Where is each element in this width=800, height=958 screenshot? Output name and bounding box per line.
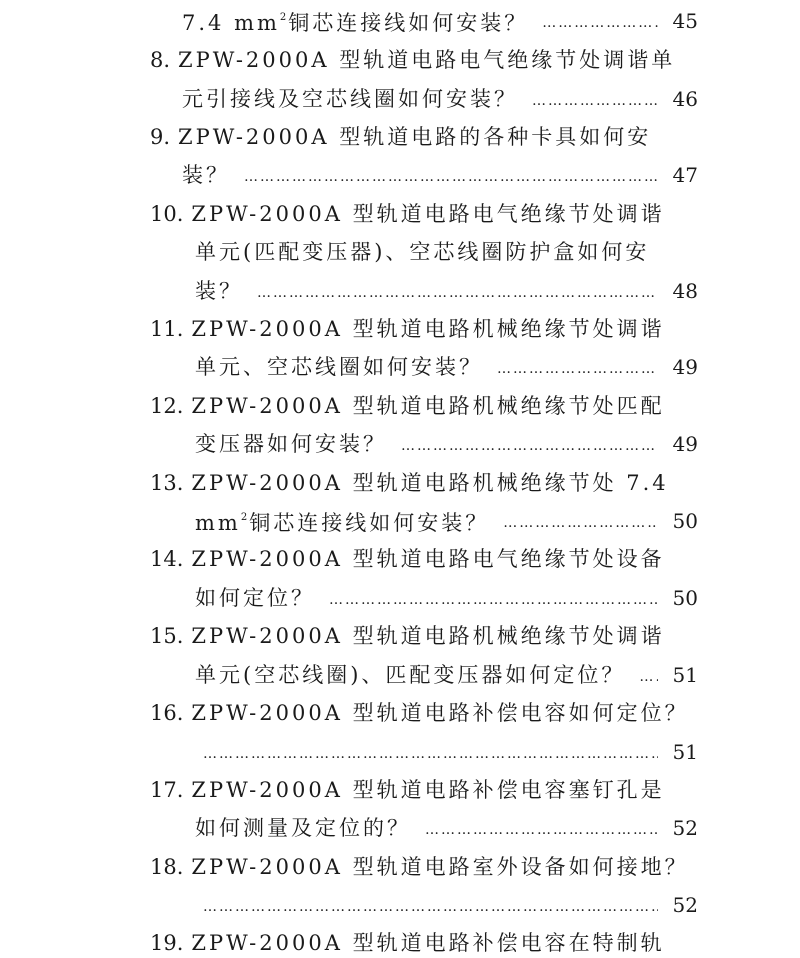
page-number: 47	[672, 163, 698, 187]
toc-entry-text: 单元、空芯线圈如何安装？	[195, 355, 483, 379]
entry-title: ZPW-2000A 型轨道电路机械绝缘节处 7.4	[191, 471, 669, 495]
entry-title: ZPW-2000A 型轨道电路补偿电容塞钉孔是	[191, 778, 665, 802]
toc-entry-15-line2	[195, 660, 698, 690]
toc-entry-text: 元引接线及空芯线圈如何安装？	[182, 87, 518, 111]
toc-entry-8-line2	[182, 84, 698, 114]
toc-entry-19-line1	[150, 928, 665, 958]
entry-number: 13.	[150, 471, 184, 495]
toc-entry-11-line1	[150, 314, 665, 344]
toc-entry-14-line1	[150, 544, 665, 574]
toc-entry-9-line1	[150, 122, 651, 152]
page-number: 51	[672, 740, 698, 764]
toc-entry-13-line1	[150, 468, 669, 498]
page-number: 52	[672, 816, 698, 840]
entry-title: ZPW-2000A 型轨道电路的各种卡具如何安	[178, 125, 652, 149]
entry-title: ZPW-2000A 型轨道电路电气绝缘节处调谐	[191, 202, 665, 226]
dot-leader	[639, 662, 658, 692]
entry-number: 15.	[150, 624, 184, 648]
toc-entry-17-line1	[150, 775, 665, 805]
toc-entry-7-line	[182, 6, 698, 36]
entry-title: ZPW-2000A 型轨道电路电气绝缘节处设备	[191, 547, 665, 571]
entry-number: 18.	[150, 855, 184, 879]
dot-leader	[425, 815, 658, 845]
entry-number: 8.	[150, 48, 171, 72]
entry-number: 10.	[150, 202, 184, 226]
toc-entry-12-line2	[195, 429, 698, 459]
dot-leader	[503, 508, 658, 538]
page-number: 48	[672, 279, 698, 303]
entry-title: ZPW-2000A 型轨道电路机械绝缘节处调谐	[191, 624, 665, 648]
entry-number: 12.	[150, 394, 184, 418]
page-number: 50	[672, 586, 698, 610]
toc-entry-10-line2	[195, 237, 649, 267]
page-number: 50	[672, 509, 698, 533]
entry-number: 11.	[150, 317, 184, 341]
toc-entry-8-line1	[150, 45, 675, 75]
toc-entry-text: 如何定位？	[195, 586, 315, 610]
entry-title: ZPW-2000A 型轨道电路室外设备如何接地？	[191, 855, 689, 879]
page-number: 49	[672, 432, 698, 456]
entry-title: ZPW-2000A 型轨道电路补偿电容在特制轨	[191, 931, 665, 955]
toc-entry-15-line1	[150, 621, 665, 651]
toc-entry-text: $mm^2$铜芯连接线如何安装？	[195, 510, 490, 535]
entry-number: 17.	[150, 778, 184, 802]
page-number: 49	[672, 355, 698, 379]
toc-entry-18-line2	[195, 890, 698, 920]
toc-entry-10-line3	[195, 276, 698, 306]
dot-leader	[203, 892, 658, 922]
entry-title: ZPW-2000A 型轨道电路补偿电容如何定位？	[191, 701, 689, 725]
toc-entry-17-line2	[195, 813, 698, 843]
entry-title: ZPW-2000A 型轨道电路机械绝缘节处匹配	[191, 394, 665, 418]
dot-leader	[257, 278, 658, 308]
toc-entry-text: 变压器如何安装？	[195, 432, 387, 456]
dot-leader	[203, 739, 658, 769]
dot-leader	[401, 431, 658, 461]
toc-entry-16-line2	[195, 737, 698, 767]
toc-entry-10-line1	[150, 199, 665, 229]
page-number: 52	[672, 893, 698, 917]
toc-entry-text: 单元(空芯线圈)、匹配变压器如何定位？	[195, 663, 626, 687]
dot-leader	[532, 86, 658, 116]
toc-entry-12-line1	[150, 391, 665, 421]
toc-entry-text: 7.4 $mm^2$铜芯连接线如何安装？	[182, 10, 529, 35]
dot-leader	[542, 8, 658, 38]
toc-entry-text: 装？	[182, 163, 230, 187]
toc-entry-18-line1	[150, 852, 689, 882]
dot-leader	[497, 354, 658, 384]
entry-title: ZPW-2000A 型轨道电路机械绝缘节处调谐	[191, 317, 665, 341]
toc-entry-16-line1	[150, 698, 689, 728]
toc-entry-text: 如何测量及定位的？	[195, 816, 411, 840]
page-number: 51	[672, 663, 698, 687]
entry-number: 14.	[150, 547, 184, 571]
page-number: 46	[672, 87, 698, 111]
entry-title: 单元(匹配变压器)、空芯线圈防护盒如何安	[195, 240, 650, 264]
toc-entry-text: 装？	[195, 279, 243, 303]
toc-entry-13-line2	[195, 506, 698, 536]
page-number: 45	[672, 9, 698, 33]
toc-entry-9-line2	[182, 160, 698, 190]
entry-title: ZPW-2000A 型轨道电路电气绝缘节处调谐单	[178, 48, 676, 72]
entry-number: 16.	[150, 701, 184, 725]
toc-entry-14-line2	[195, 583, 698, 613]
toc-entry-11-line2	[195, 352, 698, 382]
dot-leader	[329, 585, 658, 615]
dot-leader	[244, 162, 658, 192]
entry-number: 9.	[150, 125, 171, 149]
entry-number: 19.	[150, 931, 184, 955]
